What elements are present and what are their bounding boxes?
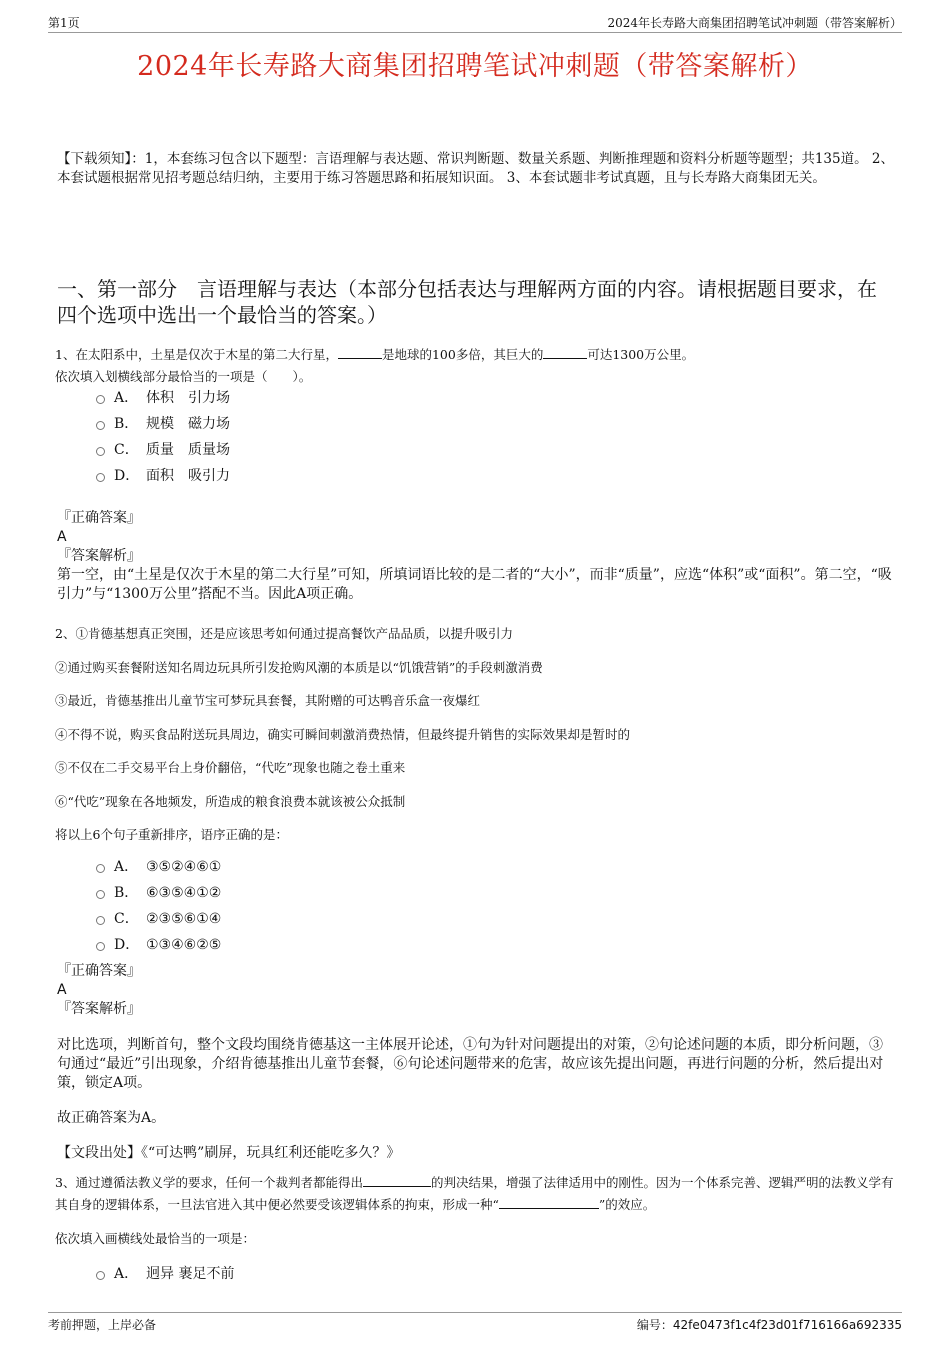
radio-icon[interactable] (96, 1271, 105, 1280)
analysis-text: 对比选项，判断首句，整个文段均围绕肯德基这一主体展开论述，①句为针对问题提出的对策，②句论述问题的本质，即分析问题，③句通过“最近”引出现象，介绍肯德基推出儿童节套餐，⑥句论述问题带来的危害，故应该先提出问题，再进行问题的分析，然后提出对策，锁定A项。 (57, 1037, 884, 1091)
source-text: 【文段出处】《“可达鸭”刷屏，玩具红利还能吃多久？》 (57, 1145, 401, 1161)
option-b[interactable]: B． ⑥③⑤④①② (96, 880, 221, 906)
conclusion-text: 故正确答案为A。 (57, 1110, 166, 1126)
question-3-stem: 3、通过遵循法教义学的要求，任何一个裁判者都能得出 的判决结果，增强了法律适用中的刚性。因为一个体系完善、逻辑严明的法教义学有其自身的逻辑体系，一旦法官进入其中便必然要受该逻辑体系的拘束，形成一种“ ”的效应。 依次填入画横线处最恰当的一项是： (55, 1172, 898, 1250)
sentence: ③最近，肯德基推出儿童节宝可梦玩具套餐，其附赠的可达鸭音乐盒一夜爆红 (55, 693, 481, 708)
analysis-label: 『答案解析』 (57, 1001, 141, 1017)
footer-slogan: 考前押题，上岸必备 (48, 1318, 157, 1332)
section-heading: 一、第一部分 言语理解与表达（本部分包括表达与理解两方面的内容。请根据题目要求，在四个选项中选出一个最恰当的答案。） (57, 277, 877, 327)
question-1-stem: 1、在太阳系中，土星是仅次于木星的第二大行星， 是地球的100多倍，其巨大的 可达1300万公里。 依次填入划横线部分最恰当的一项是（ ）。 (55, 344, 898, 388)
radio-icon[interactable] (96, 473, 105, 482)
question-3-options (96, 1261, 234, 1287)
radio-icon[interactable] (96, 890, 105, 899)
question-2-stem (55, 617, 898, 852)
option-d[interactable]: D． ①③④⑥②⑤ (96, 932, 221, 958)
analysis-label: 『答案解析』 (57, 548, 141, 564)
question-2-prompt: 将以上6个句子重新排序，语序正确的是： (55, 827, 288, 842)
question-1-answer-block (57, 509, 895, 604)
radio-icon[interactable] (96, 942, 105, 951)
radio-icon[interactable] (96, 447, 105, 456)
sentence: ⑤不仅在二手交易平台上身价翻倍，“代吃”现象也随之卷土重来 (55, 760, 406, 775)
document-title: 2024年长寿路大商集团招聘笔试冲刺题（带答案解析） (137, 51, 813, 82)
answer-value: A (57, 982, 67, 998)
page-footer (48, 1312, 902, 1333)
option-b[interactable]: B． 规模 磁力场 (96, 411, 230, 437)
sentence: ②通过购买套餐附送知名周边玩具所引发抢购风潮的本质是以“饥饿营销”的手段刺激消费 (55, 659, 543, 675)
radio-icon[interactable] (96, 395, 105, 404)
radio-icon[interactable] (96, 916, 105, 925)
download-notice: 【下载须知】：1，本套练习包含以下题型：言语理解与表达题、常识判断题、数量关系题、判断推理题和资料分析题等题型；共135道。 2、本套试题根据常见招考题总结归纳，主要用于练习答题思路和拓展知识面。 3、本套试题非考试真题，且与长寿路大商集团无关。 (57, 151, 894, 186)
document-code: 编号：42fe0473f1c4f23d01f716166a692335 (636, 1318, 902, 1332)
question-1-options (96, 385, 230, 489)
sentence: ⑥“代吃”现象在各地频发，所造成的粮食浪费本就该被公众抵制 (55, 793, 406, 809)
question-3-prompt: 依次填入画横线处最恰当的一项是： (55, 1231, 256, 1246)
question-2-options (96, 854, 221, 958)
option-a[interactable]: A． 迥异 裹足不前 (96, 1261, 234, 1287)
answer-value: A (57, 529, 67, 545)
radio-icon[interactable] (96, 421, 105, 430)
page-header (48, 14, 902, 33)
option-c[interactable]: C． ②③⑤⑥①④ (96, 906, 221, 932)
answer-label: 『正确答案』 (57, 510, 141, 526)
question-2-answer-block (57, 962, 895, 1163)
radio-icon[interactable] (96, 864, 105, 873)
option-a[interactable]: A． 体积 引力场 (96, 385, 230, 411)
question-1-prompt: 依次填入划横线部分最恰当的一项是（ ）。 (55, 369, 312, 384)
option-a[interactable]: A． ③⑤②④⑥① (96, 854, 221, 880)
sentence: ④不得不说，购买食品附送玩具周边，确实可瞬间刺激消费热情，但最终提升销售的实际效果却是暂时的 (55, 726, 631, 742)
option-d[interactable]: D． 面积 吸引力 (96, 463, 230, 489)
analysis-text: 第一空，由“土星是仅次于木星的第二大行星”可知，所填词语比较的是二者的“大小”，而非“质量”，应选“体积”或“面积”。第二空，“吸引力”与“1300万公里”搭配不当。因此A项正确。 (57, 567, 892, 602)
sentence: 2、①肯德基想真正突围，还是应该思考如何通过提高餐饮产品品质，以提升吸引力 (55, 626, 513, 641)
header-doc-title: 2024年长寿路大商集团招聘笔试冲刺题（带答案解析） (607, 16, 902, 30)
answer-label: 『正确答案』 (57, 963, 141, 979)
option-c[interactable]: C． 质量 质量场 (96, 437, 230, 463)
page-number: 第1页 (48, 16, 80, 30)
